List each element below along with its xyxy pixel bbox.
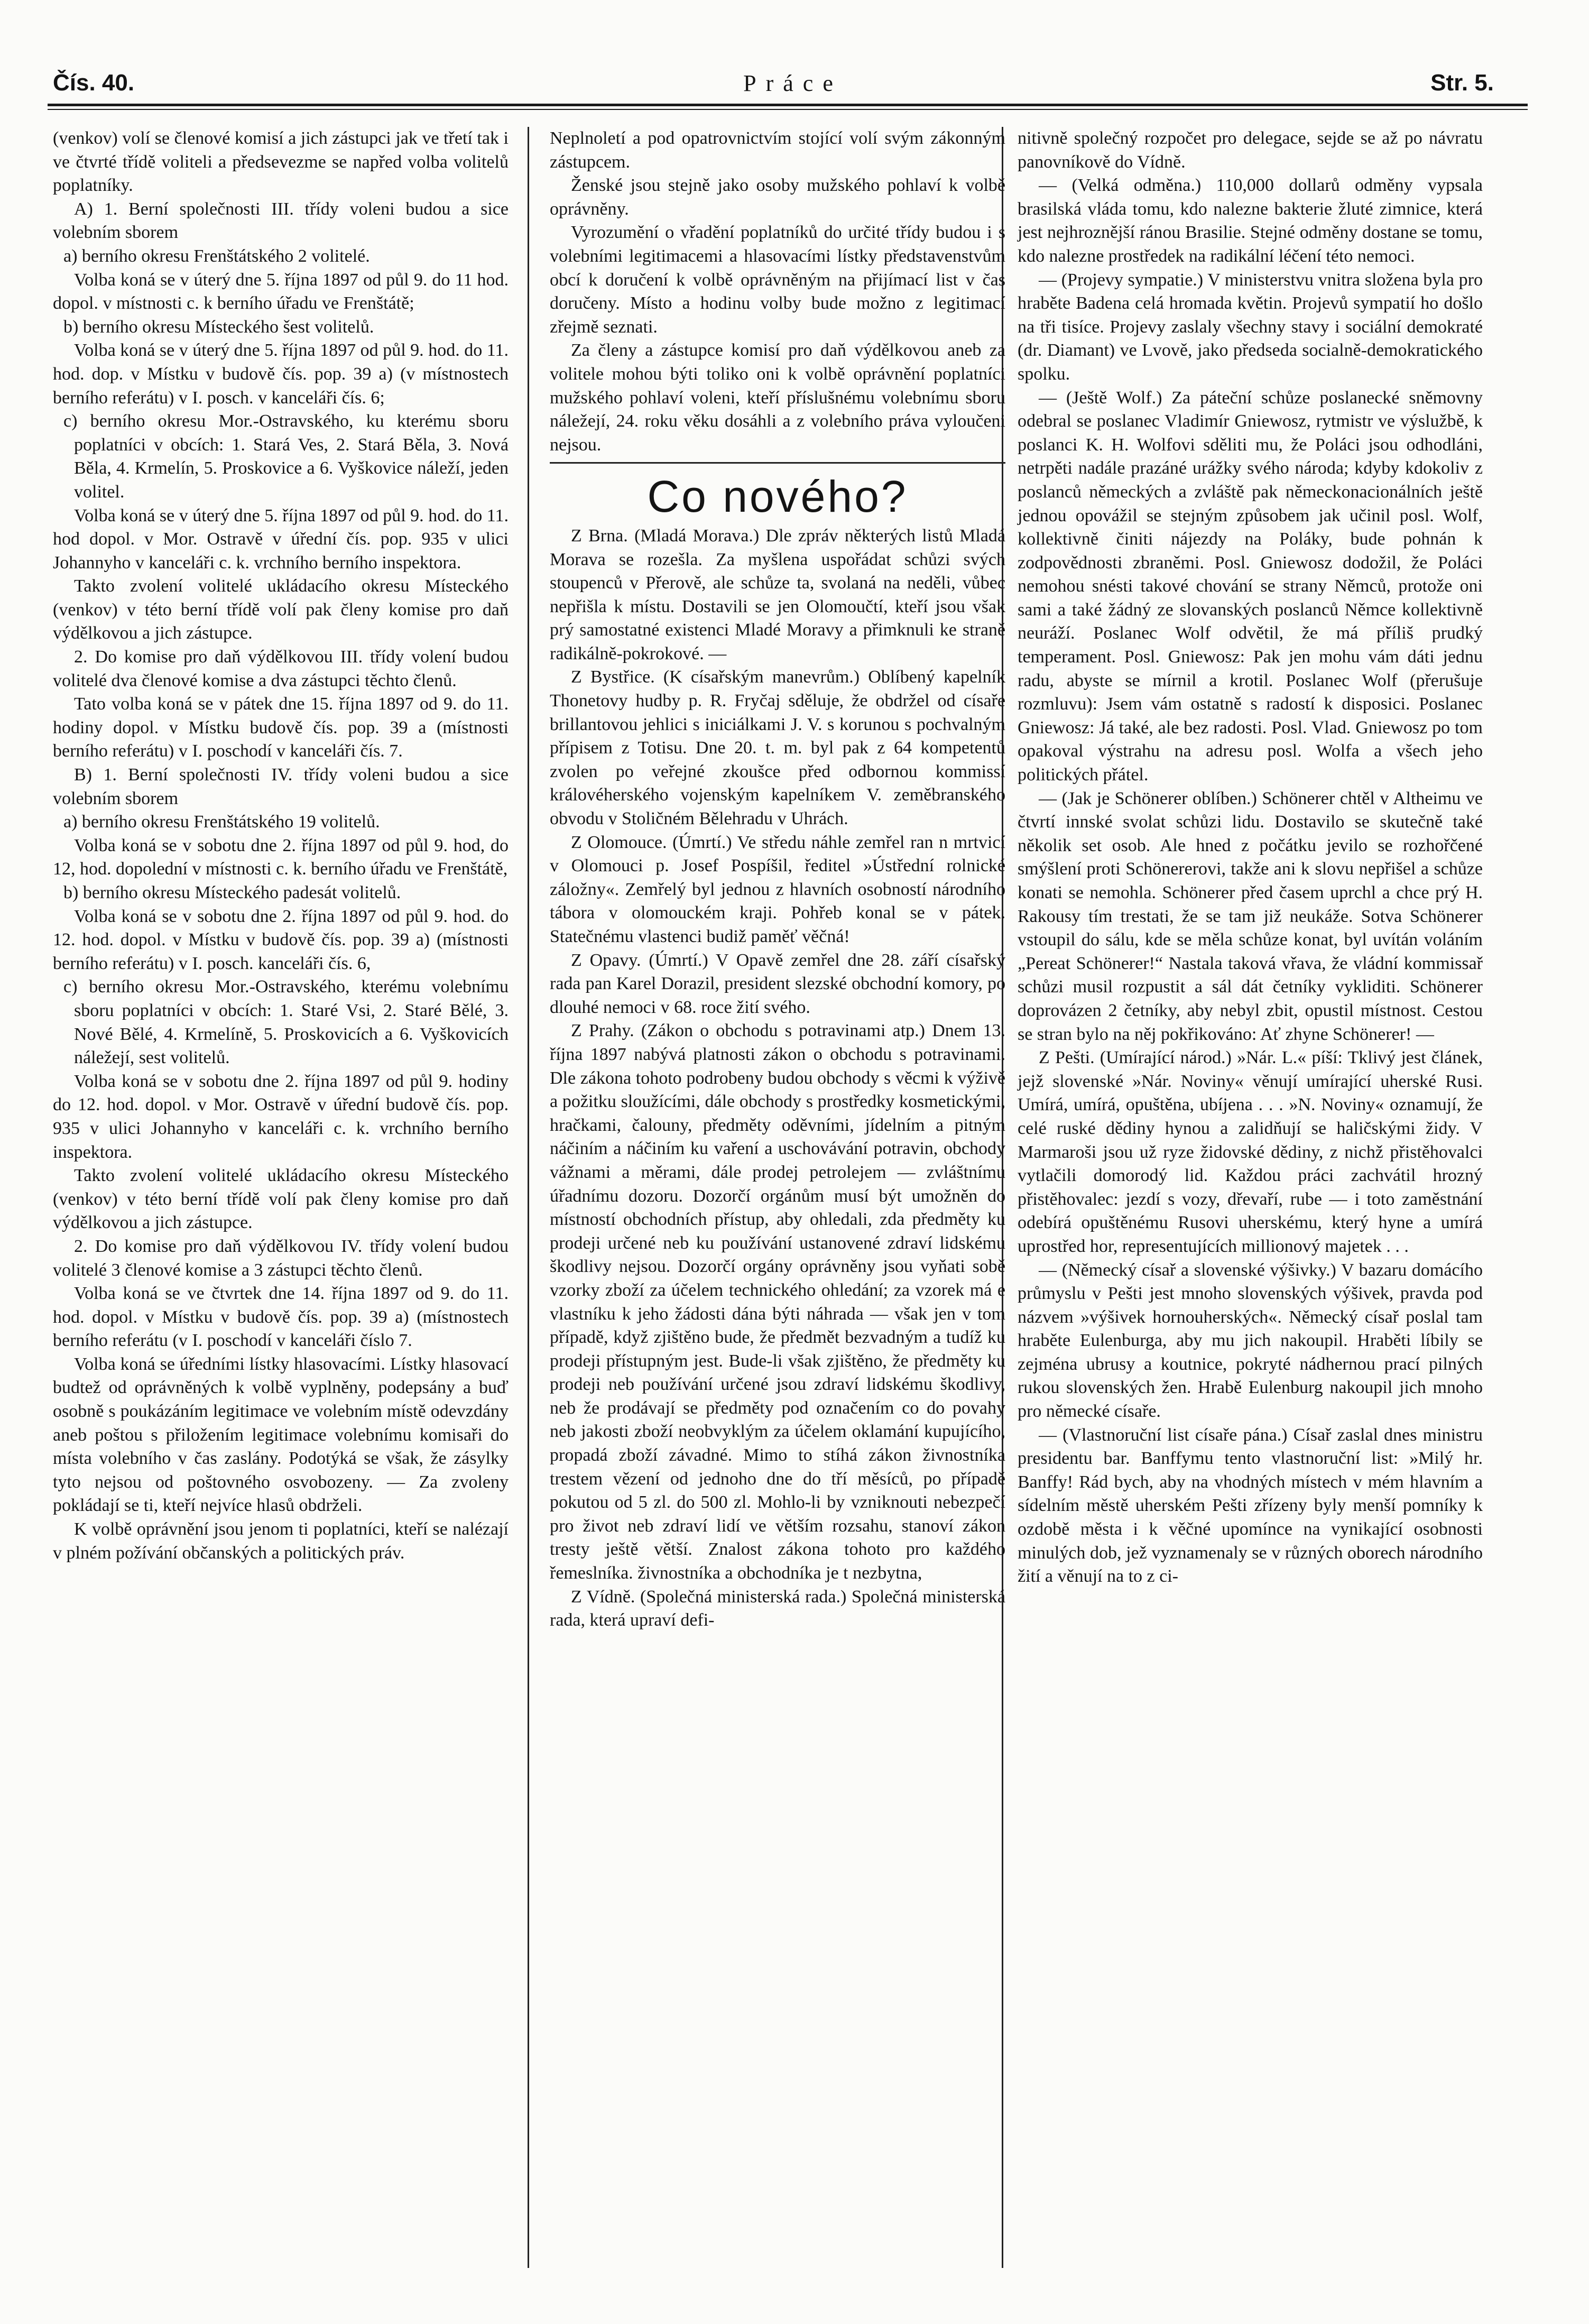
paragraph: b) berního okresu Místeckého šest volitelů.	[63, 317, 374, 337]
paragraph: nitivně společný rozpočet pro delegace, sejde se až po návratu panovníkově do Vídně.	[1018, 128, 1483, 172]
paragraph: a) berního okresu Frenštátského 2 volitelé.	[63, 246, 370, 266]
paragraph: 2. Do komise pro daň výdělkovou III. třídy volení budou volitelé dva členové komise a dva zástupci těchto členů.	[53, 647, 509, 690]
news-item: Z Pešti. (Umírající národ.) »Nár. L.« píší: Tklivý jest článek, jejž slovenské »Nár. Noviny« věnují umírající uherské Rusi. Umírá, umírá, opuštěna, ubíjena . . . »N. Noviny« oznamují, že celé ruské dědiny hynou a zalidňují se haličskými židy. V Marmaroši jsou už ryze židovské dědiny, z nichž přistěhovalci vytlačili domorodý lid. Každou práci zachvátil hrozný přistěhovalec: jezdí s vozy, dřevaří, rube — i toto zaměstnání odebírá opuštěnému Rusovi uherskému, který hyne a umírá uprostřed hor, representujících millionový majetek . . .	[1018, 1048, 1483, 1256]
paragraph: Takto zvolení volitelé ukládacího okresu Místeckého (venkov) v této berní třídě volí pak členy komise pro daň výdělkovou a jich zástupce.	[53, 1166, 509, 1233]
section-rule	[550, 462, 1005, 464]
news-item: — (Projevy sympatie.) V ministerstvu vnitra složena byla pro hraběte Badena celá hromada květin. Projevů sympatií ho došlo na tři tisíce. Projevy zaslaly všechny stavy i sociální demokraté (dr. Diamant) ve Lvově, jako předseda socialně-demokratického spolku.	[1018, 270, 1483, 384]
paragraph: Volba koná se v úterý dne 5. října 1897 od půl 9. hod. do 11. hod. dop. v Místku v budově čís. pop. 39 a) (v místnostech berního referátu) v I. posch. v kanceláři čís. 6;	[53, 340, 509, 408]
news-item: — (Velká odměna.) 110,000 dollarů odměny vypsala brasilská vláda tomu, kdo nalezne bakterie žluté zimnice, která jest nejhroznější ránou Brasilie. Stejné odměny dostane se tomu, kdo nalezne prostředek na radikální léčení této nemoci.	[1018, 176, 1483, 266]
news-item: — (Vlastnoruční list císaře pána.) Císař zaslal dnes ministru presidentu bar. Banffymu tento vlastnoruční list: »Milý hr. Banffy! Rád bych, aby na vhodných místech v mém hlavním a sídelním městě uherském Pešti zřízeny byly menší pomníky k ozdobě města i k věčné upomínce na vynikající osobnosti minulých dob, jež vyznamenaly se v různých oborech národního žití a věnují na to z ci-	[1018, 1425, 1483, 1587]
news-item: Z Brna. (Mladá Morava.) Dle zpráv některých listů Mladá Morava se rozešla. Za myšlena uspořádat schůzi svých stoupenců v Přerově, ale schůze ta, svolaná na neděli, vůbec nepřišla k místu. Dostavili se jen Olomoučtí, kteří jsou však prý samostatné existenci Mladé Moravy a přimknuli ke straně radikálně-pokrokové. —	[550, 525, 1005, 663]
section-heading: Co nového?	[647, 472, 908, 522]
header-rule	[48, 104, 1528, 106]
paragraph: a) berního okresu Frenštátského 19 volitelů.	[63, 812, 380, 832]
paragraph: Za členy a zástupce komisí pro daň výdělkovou aneb za volitele mohou býti toliko oni k volbě oprávnění poplatníci mužského pohlaví voleni, kteří příslušnému volebnímu sboru náležejí, 24. roku věku dosáhli a z volebního práva vyloučeni nejsou.	[550, 340, 1005, 455]
news-item: — (Ještě Wolf.) Za páteční schůze poslanecké sněmovny odebral se poslanec Vladimír Gniewosz, rytmistr ve výslužbě, k poslanci K. H. Wolfovi sděliti mu, že Poláci jsou odhodláni, netrpěti nadále prazáné urážky svého národa; kdyby kdokoliv z poslanců německých a zvláště pak německonacionálních ještě jednou opovážil se stejným způsobem jak učinil posl. Wolf, kollektivně činiti nájezdy na Poláky, bude pohnán k zodpovědnosti zbraněmi. Posl. Gniewosz dodožil, že Poláci nemohou snésti takové chování se strany Němců, protože oni sami a také žádný ze slovanských poslanců Němce kollektivně neuráží. Poslanec Wolf odvětil, že má příliš prudký temperament. Posl. Gniewosz: Pak jen mohu vám dáti jednu radu, abyste se mírnil a krotil. Poslanec Wolf (přerušuje rozmluvu): Jsem vám ostatně s radostí k disposici. Poslanec Gniewosz: Já také, ale bez radosti. Posl. Vlad. Gniewosz po tom opakoval výstrahu na adresu posl. Wolfa a všech jeho politických přátel.	[1018, 388, 1483, 785]
news-item: Z Olomouce. (Úmrtí.) Ve středu náhle zemřel ran n mrtvicí v Olomouci p. Josef Pospíšil, ředitel »Ústřední rolnické záložny«. Zemřelý byl jednou z hlavních osobností národního tábora v olomouckém kraji. Pohřeb konal se v pátek. Statečnému vlastenci budiž paměť věčná!	[550, 832, 1005, 946]
paragraph: Takto zvolení volitelé ukládacího okresu Místeckého (venkov) v této berní třídě volí pak členy komise pro daň výdělkovou a jich zástupce.	[53, 576, 509, 643]
paragraph: Volba koná se v úterý dne 5. října 1897 od půl 9. do 11 hod. dopol. v místnosti c. k berního úřadu ve Frenštátě;	[53, 270, 509, 313]
header-rule-thin	[48, 109, 1528, 110]
news-item: Z Prahy. (Zákon o obchodu s potravinami atp.) Dnem 13. října 1897 nabývá platnosti zákon o obchodu s potravinami. Dle zákona tohoto podrobeny budou obchody s věcmi k výživě a požitku sloužícími, dále obchody s prostředky kosmetickými, hračkami, čalouny, předměty oděvními, jídelním a pitným náčiním a náčiním ku vaření a uschovávání potravin, obchody vážnami a měrami, dále prodej petrolejem — zvláštnímu úřadnímu dozoru. Dozorčí orgánům musí být umožněn do místností obchodních přístup, aby ohledali, zda předměty ku prodeji určené neb ku používání ustanovené zdraví lidskému škodlivy nejsou. Dozorčí orgány oprávněny jsou vyňati sobě vzorky zboží za účelem technického ohledání; za vzorek má e vlastníku k jeho žádosti dána býti náhrada — však jen v tom případě, když zjištěno bude, že předmět bezvadným a tudíž ku prodeji přístupným jest. Bude-li však zjištěno, že předměty ku prodeji neb používání určené jsou zdraví lidskému škodlivy, neb že prodávají se předměty pod označením co do povahy neb jakosti zboží neobvyklým za účelem oklamání kupujícího, propadá zboží závadné. Mimo to stíhá zákon živnostníka trestem vězení od jednoho dne do tří měsíců, po případě pokutou od 5 zl. do 500 zl. Mohlo-li by vzniknouti nebezpečí pro život neb zdraví lidí ve větším rozsahu, stanoví zákon tresty ještě větší. Znalost zákona tohoto pro každého řemeslníka. živnostníka a obchodníka je t nezbytna,	[550, 1021, 1005, 1583]
news-item: Z Vídně. (Společná ministerská rada.) Společná ministerská rada, která upraví defi-	[550, 1587, 1005, 1630]
paragraph: Volba koná se v úterý dne 5. října 1897 od půl 9. hod. do 11. hod dopol. v Mor. Ostravě v úřední čís. pop. 935 v ulici Johannyho v kanceláři c. k. vrchního berního inspektora.	[53, 505, 509, 573]
news-item: Z Opavy. (Úmrtí.) V Opavě zemřel dne 28. září císařský rada pan Karel Dorazil, president slezské obchodní komory, po dlouhé nemoci v 68. roce žití svého.	[550, 950, 1005, 1017]
paragraph: Vyrozumění o vřadění poplatníků do určité třídy budou i s volebními legitimacemi a hlasovacími lístky představenstvům obcí k doručení k volbě oprávněným na přijímací list v čas doručeny. Místo a hodinu volby bude možno z legitimací zřejmě seznati.	[550, 223, 1005, 337]
paragraph: B) 1. Berní společnosti IV. třídy voleni budou a sice volebním sborem	[53, 765, 509, 808]
column-3	[1018, 127, 1483, 1589]
paragraph: Volba koná se v sobotu dne 2. října 1897 od půl 9. hod, do 12, hod. dopolední v místnosti c. k. berního úřadu ve Frenštátě,	[53, 835, 509, 879]
paragraph: Volba koná se ve čtvrtek dne 14. října 1897 od 9. do 11. hod. dopol. v Místku v budově čís. pop. 39 a) (místnostech berního referátu (v I. poschodí v kanceláři číslo 7.	[53, 1284, 509, 1351]
paragraph: b) berního okresu Místeckého padesát volitelů.	[63, 883, 401, 902]
page-number-label: Čís. 40.	[53, 70, 135, 96]
column-1	[53, 127, 509, 1565]
column-2	[550, 127, 1005, 1633]
column-divider-1	[528, 127, 529, 2268]
news-item: Z Bystřice. (K císařským manevrům.) Oblíbený kapelník Thonetovy hudby p. R. Fryčaj sděluje, že obdržel od císaře brillantovou jehlici s iniciálkami J. V. s korunou s pochvalným přípisem z Totisu. Dne 20. t. m. byl pak z 64 kompetentů zvolen po veřejné zkoušce před odbornou kommissí královéherského vojenským kapelníkem V. zeměbranského obvodu v Stoličném Bělehradu v Uhrách.	[550, 667, 1005, 829]
paragraph: K volbě oprávnění jsou jenom ti poplatníci, kteří se nalézají v plném požívání občanských a politických práv.	[53, 1519, 509, 1563]
paragraph: (venkov) volí se členové komisí a jich zástupci jak ve třetí tak i ve čtvrté třídě voliteli a předsevezme se napřed volba volitelů poplatníky.	[53, 128, 509, 196]
page-indicator: Str. 5.	[1430, 70, 1494, 96]
paragraph: Volba koná se úředními lístky hlasovacími. Lístky hlasovací budtež od oprávněných k volbě vyplněny, podepsány a buď osobně s poukázáním legitimace ve volebním místě odevzdány aneb poštou s přiložením legitimace volebnímu komisaři do místa volebního v čas zaslány. Podotýká se však, že zásylky tyto nejsou od poštovného osvobozeny. — Za zvoleny pokládají se ti, kteří nejvíce hlasů obdrželi.	[53, 1354, 509, 1516]
paragraph: c) berního okresu Mor.-Ostravského, ku kterému sboru poplatníci v obcích: 1. Stará Ves, 2. Stará Běla, 3. Nová Běla, 4. Krmelín, 5. Proskovice a 6. Vyškovice náleží, jeden volitel.	[63, 411, 509, 502]
news-item: — (Německý císař a slovenské výšivky.) V bazaru domácího průmyslu v Pešti jest mnoho slovenských výšivek, pravda pod názvem »výšivek hornouherských«. Německý císař poslal tam hraběte Eulenburga, aby mu jich nakoupil. Hraběti líbily se zejména ubrusy a koutnice, pokryté nádhernou prací pilných rukou slovenských žen. Hrabě Eulenburg nakoupil jich mnoho pro německé císaře.	[1018, 1260, 1483, 1422]
paragraph: A) 1. Berní společnosti III. třídy voleni budou a sice volebním sborem	[53, 199, 509, 243]
paragraph: Ženské jsou stejně jako osoby mužského pohlaví k volbě oprávněny.	[550, 176, 1005, 219]
newspaper-title: Práce	[743, 70, 843, 96]
paragraph: Volba koná se v sobotu dne 2. října 1897 od půl 9. hodiny do 12. hod. dopol. v Mor. Ostravě v úřední budově čís. pop. 935 v ulici Johannyho v kanceláři c. k. vrchního berního inspektora.	[53, 1071, 509, 1162]
paragraph: Tato volba koná se v pátek dne 15. října 1897 od 9. do 11. hodiny dopol. v Místku budově čís. pop. 39 a (místnosti berního referátu) v I. poschodí v kanceláři čís. 7.	[53, 694, 509, 761]
paragraph: Volba koná se v sobotu dne 2. října 1897 od půl 9. hod. do 12. hod. dopol. v Místku v budově čís. pop. 39 a) (místnosti berního referátu) v I. posch. kanceláři čís. 6,	[53, 906, 509, 973]
paragraph: c) berního okresu Mor.-Ostravského, kterému volebnímu sboru poplatníci v obcích: 1. Staré Vsi, 2. Staré Bělé, 3. Nové Bělé, 4. Krmelíně, 5. Proskovicích a 6. Vyškovicích náležejí, sest volitelů.	[63, 977, 509, 1068]
news-item: — (Jak je Schönerer oblíben.) Schönerer chtěl v Altheimu ve čtvrtí innské svolat schůzi lidu. Dostavilo se skutečně také několik set osob. Ale hned z počátku jevilo se rozhořčené smýšlení proti Schönererovi, takže ani k slovu nepřišel a schůze konati se nemohla. Schönerer před časem uprchl a chce prý H. Rakousy tím trestati, že se tam již neukáže. Sotva Schönerer vstoupil do sálu, kde se měla schůze konat, byl uvítán voláním „Pereat Schönerer!“ Nastala taková vřava, že vládní kommissař schůzi musil rozpustit a sál dát četníky vykliditi. Schönerer doprovázen 2 četníky, aby nebyl zbit, opustil místnost. Cestou se stran bylo na něj pokřikováno: Ať zhyne Schönerer! —	[1018, 788, 1483, 1044]
paragraph: 2. Do komise pro daň výdělkovou IV. třídy volení budou volitelé 3 členové komise a 3 zástupci těchto členů.	[53, 1236, 509, 1280]
paragraph: Neplnoletí a pod opatrovnictvím stojící volí svým zákonným zástupcem.	[550, 128, 1005, 172]
